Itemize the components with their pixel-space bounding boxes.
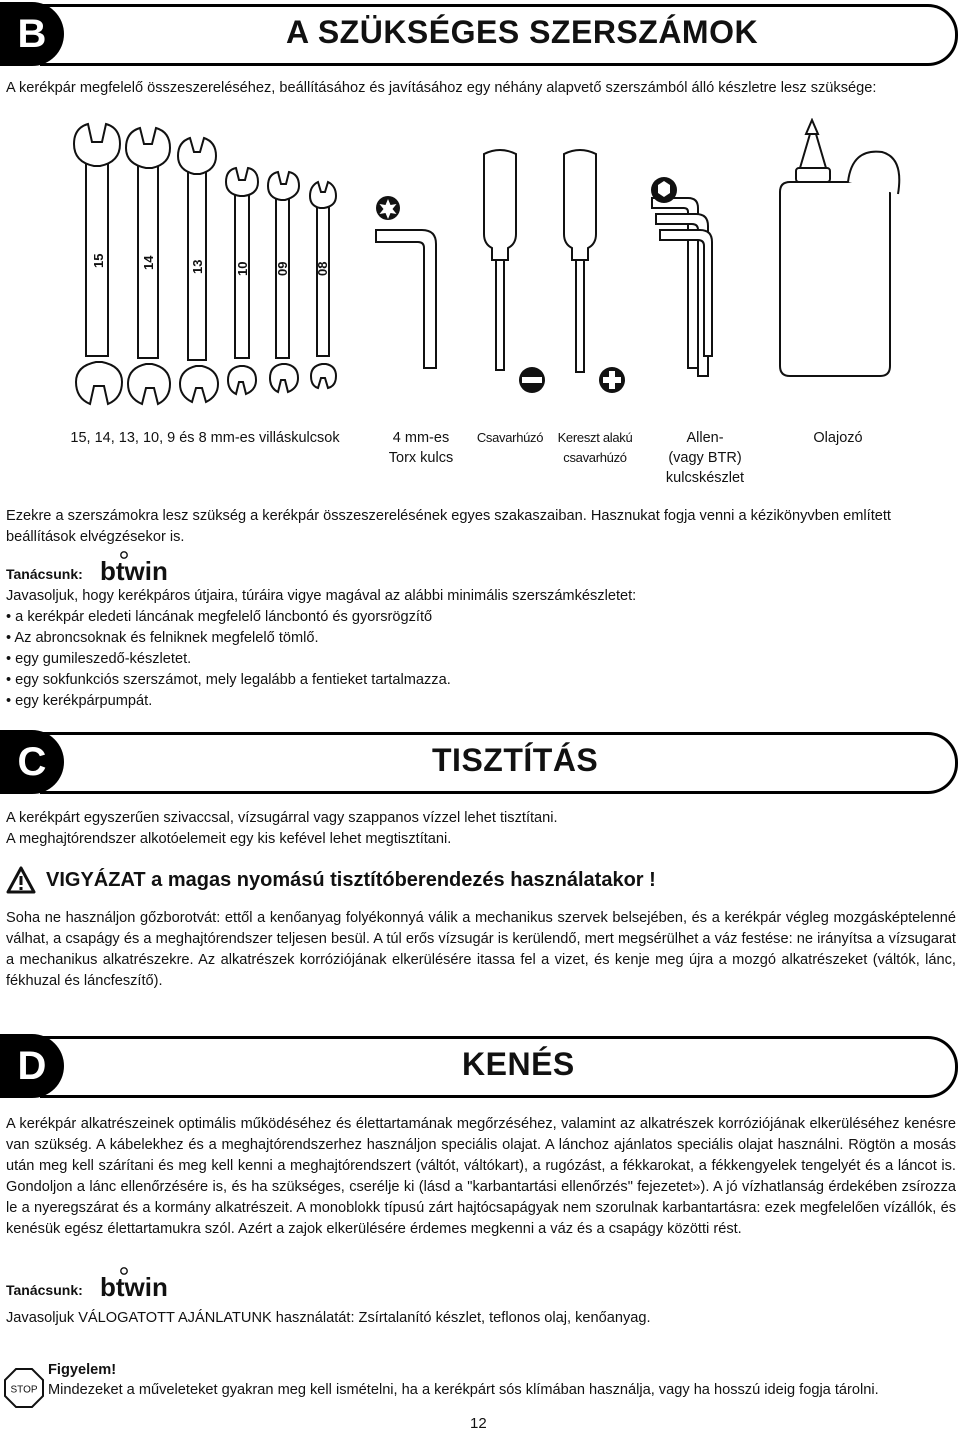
tip-d-text: Javasoljuk VÁLOGATOTT AJÁNLATUNK használatát: Zsírtalanító készlet, teflonos olaj, kenőanyag. (6, 1310, 651, 1326)
allen-keys (652, 198, 712, 376)
wrench-size-10: 10 (235, 261, 250, 276)
phillips-screwdriver (564, 150, 596, 372)
tip-d-label: Tanácsunk: (6, 1282, 83, 1298)
tools-illustration (0, 118, 960, 430)
tip-b-intro: Javasoljuk, hogy kerékpáros útjaira, túráira vigye magával az alábbi minimális szerszámkészletet: (6, 588, 637, 604)
list-item: • a kerékpár eledeti láncának megfelelő láncbontó és gyorsrögzítő (6, 607, 906, 628)
attention-text: Mindezeket a műveleteket gyakran meg kell ismételni, ha a kerékpárt sós klímában használja, vagy ha hosszú ideig fogja tárolni. (48, 1382, 879, 1398)
list-item: • egy gumileszedő-készletet. (6, 649, 906, 670)
section-d-badge: D (0, 1034, 64, 1098)
wrench-size-15: 15 (91, 253, 106, 268)
wrench-09 (268, 172, 299, 392)
section-b-header (0, 2, 958, 66)
tip-b-list (6, 607, 906, 712)
warning-triangle-icon (6, 866, 36, 894)
section-c-badge: C (0, 730, 64, 794)
wrench-10 (226, 168, 258, 394)
section-d-text: A kerékpár alkatrészeinek optimális működéséhez és élettartamának megőrzéséhez, valamint az alkatrészek korróziójának elkerüléséhez kenésre van szükség. A kábelekhez és a meghajtórendszerhez használjon speciális olajat. A lánchoz ajánlatos speciális olajat használni. Rögtön a mosás után meg kell szárítani és meg kell kenni a meghajtórendszert (váltót, váltókart), a rugózást, a fékkarokat, a fékkengyelek tengelyét és a láncot is. Gondoljon a lánc ellenőrzésére is, és ha szükséges, cserélje ki (lásd a "karbantartási ellenőrzés" fejezetet»). A jó vízhatlanság érdekében zsírozza le a nyeregszárat és a kormány alkatrészeit. A monoblokk típusú zárt hajtócsapágyak nem szorulnak karbantartásra: ezek megfelelően vízállók, és kenésük egész élettartamukra szól. Azért a zajok elkerülésére érdemes megkenni a váz és a csapágy közötti rést. (6, 1116, 956, 1237)
section-d-header (0, 1034, 958, 1098)
section-b-after: Ezekre a szerszámokra lesz szükség a kerékpár összeszerelésének egyes szakaszaiban. Hasznukat fogja venni a kézikönyvben említett beállítások elvégzésekor is. (6, 508, 891, 545)
svg-text:btwin: btwin (100, 1272, 168, 1300)
flat-head-symbol-icon (519, 367, 545, 393)
hex-symbol-icon (651, 177, 677, 203)
tip-b-label: Tanácsunk: (6, 566, 83, 582)
wrench-size-08: 08 (315, 261, 330, 276)
attention-title: Figyelem! (48, 1362, 117, 1378)
torx-key (376, 230, 436, 368)
flat-screwdriver (484, 150, 516, 370)
tool-label-phillips: Kereszt alakú csavarhúzó (557, 430, 633, 465)
tool-label-oiler: Olajozó (813, 430, 863, 446)
section-c-line2: A meghajtórendszer alkotóelemeit egy kis kefével lehet megtisztítani. (6, 831, 452, 847)
svg-text:btwin: btwin (100, 556, 168, 584)
section-b-badge: B (0, 2, 64, 66)
section-c-title: TISZTÍTÁS (432, 742, 599, 778)
list-item: • Az abroncsoknak és felniknek megfelelő tömlő. (6, 628, 906, 649)
list-item: • egy sokfunkciós szerszámot, mely legalább a fentieket tartalmazza. (6, 670, 906, 691)
wrench-08 (310, 182, 336, 388)
stop-sign-icon (4, 1368, 44, 1408)
warning-text: Soha ne használjon gőzborotvát: ettől a kenőanyag folyékonnyá válik a mechanikus szervek belsejében, és a kerékpár végleg mozgásképtelenné válhat, a csapágy és a meghajtórendszer teljesen besül. A túl erős vízsugár is kerülendő, mert megsérülhet a váz festése: ne irányítsa a vízsugarat a mechanikus alkatrészekre. Az alkatrészek korróziójának elkerülésére itassa fel a vizet, és kenje meg újra a mozgó alkatrészeket (váltók, lánc, fékhuzal és láncfeszítő). (6, 910, 956, 989)
section-d-title: KENÉS (462, 1046, 575, 1082)
tool-label-allen: Allen- (vagy BTR) kulcskészlet (665, 430, 745, 486)
warning-title: VIGYÁZAT a magas nyomású tisztítóberendezés használatakor ! (46, 869, 656, 891)
wrench-size-13: 13 (190, 259, 205, 274)
torx-symbol-icon (376, 196, 400, 220)
section-b-intro: A kerékpár megfelelő összeszereléséhez, beállításához és javításához egy néhány alapvető szerszámból álló készletre lesz szüksége: (6, 80, 877, 96)
tool-label-screwdriver: Csavarhúzó (476, 430, 544, 445)
section-c-line1: A kerékpárt egyszerűen szivaccsal, vízsugárral vagy szappanos vízzel lehet tisztítani. (6, 810, 558, 826)
btwin-logo (100, 550, 186, 584)
phillips-symbol-icon (599, 367, 625, 393)
svg-text:STOP: STOP (10, 1384, 38, 1396)
wrench-size-09: 09 (275, 261, 290, 276)
section-c-header (0, 730, 958, 794)
list-item: • egy kerékpárpumpát. (6, 691, 906, 712)
section-b-title: A SZÜKSÉGES SZERSZÁMOK (286, 14, 759, 50)
page-number: 12 (470, 1415, 487, 1432)
wrench-size-14: 14 (141, 255, 156, 270)
tool-label-torx: 4 mm-es Torx kulcs (388, 430, 454, 466)
tool-label-wrenches: 15, 14, 13, 10, 9 és 8 mm-es villáskulcsok (70, 430, 340, 446)
oil-can (780, 120, 899, 376)
btwin-logo (100, 1266, 186, 1300)
